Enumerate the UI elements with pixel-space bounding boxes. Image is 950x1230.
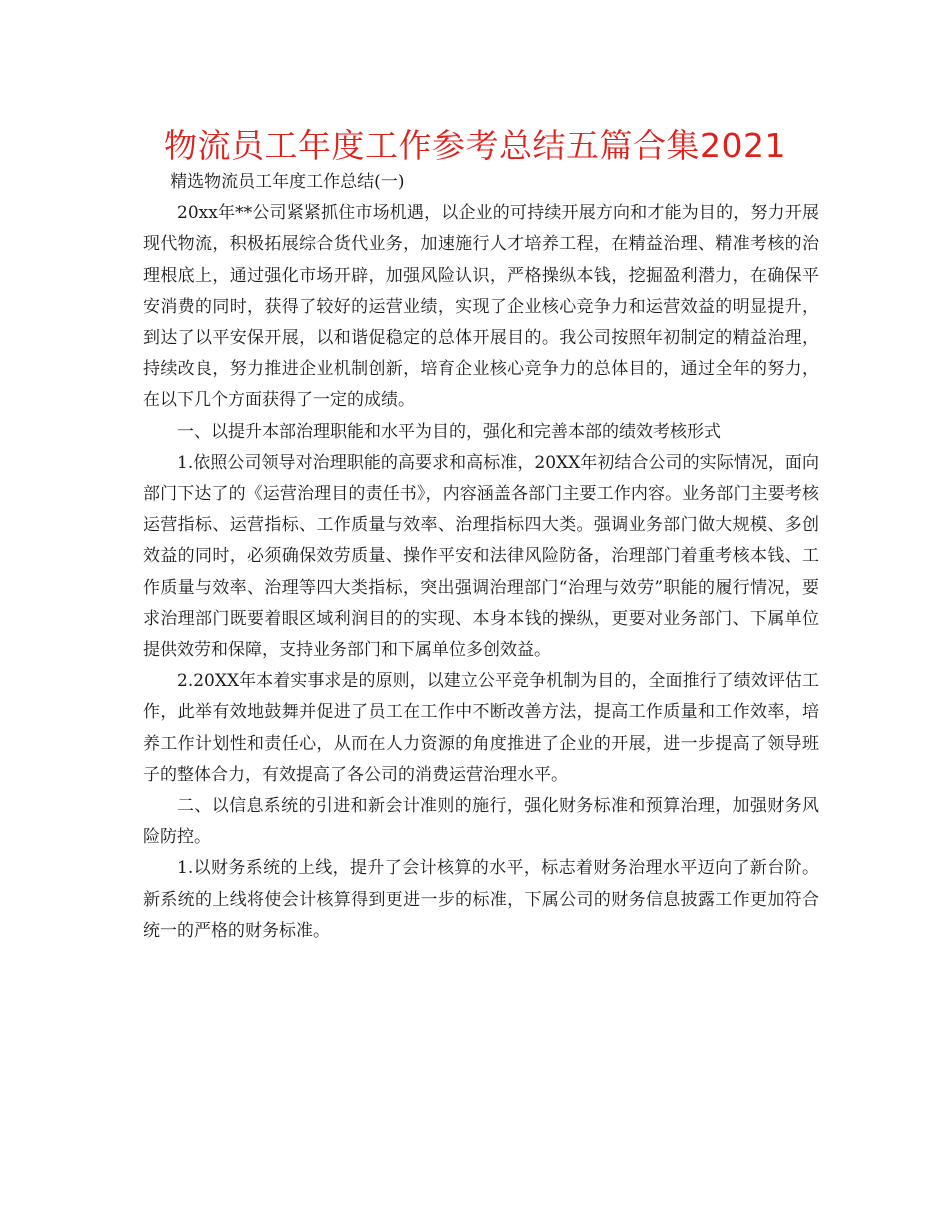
section-heading: 精选物流员工年度工作总结(一) bbox=[170, 172, 405, 192]
document-body bbox=[143, 167, 819, 947]
section-heading-1: 一、以提升本部治理职能和水平为目的，强化和完善本部的绩效考核形式 bbox=[177, 421, 721, 442]
section-heading-2: 二、以信息系统的引进和新会计准则的施行，强化财务标准和预算治理，加强财务风险防控。 bbox=[143, 796, 819, 848]
paragraph-intro: 20xx年**公司紧紧抓住市场机遇，以企业的可持续开展方向和才能为目的，努力开展现代物流，积极拓展综合货代业务，加速施行人才培养工程，在精益治理、精准考核的治理根底上，通过强化市场开辟，加强风险认识，严格操纵本钱，挖掘盈利潜力，在确保平安消费的同时，获得了较好的运营业绩，实现了企业核心竞争力和运营效益的明显提升，到达了以平安保开展，以和谐促稳定的总体开展目的。我公司按照年初制定的精益治理，持续改良，努力推进企业机制创新，培育企业核心竞争力的总体目的，通过全年的努力，在以下几个方面获得了一定的成绩。 bbox=[143, 203, 819, 411]
paragraph-2-1: 1.以财务系统的上线，提升了会计核算的水平，标志着财务治理水平迈向了新台阶。新系统的上线将使会计核算得到更进一步的标准，下属公司的财务信息披露工作更加符合统一的严格的财务标准。 bbox=[143, 858, 819, 941]
paragraph-1-1: 1.依照公司领导对治理职能的高要求和高标准，20XX年初结合公司的实际情况，面向部门下达了的《运营治理目的责任书》，内容涵盖各部门主要工作内容。业务部门主要考核运营指标、运营指标、工作质量与效率、治理指标四大类。强调业务部门做大规模、多创效益的同时，必须确保效劳质量、操作平安和法律风险防备，治理部门着重考核本钱、工作质量与效率、治理等四大类指标，突出强调治理部门“治理与效劳”职能的履行情况，要求治理部门既要着眼区域利润目的的实现、本身本钱的操纵，更要对业务部门、下属单位提供效劳和保障，支持业务部门和下属单位多创效益。 bbox=[143, 452, 819, 661]
document-title: 物流员工年度工作参考总结五篇合集2021 bbox=[164, 126, 786, 165]
paragraph-1-2: 2.20XX年本着实事求是的原则，以建立公平竞争机制为目的，全面推行了绩效评估工作，此举有效地鼓舞并促进了员工在工作中不断改善方法，提高工作质量和工作效率，培养工作计划性和责任心，从而在人力资源的角度推进了企业的开展，进一步提高了领导班子的整体合力，有效提高了各公司的消费运营治理水平。 bbox=[143, 671, 819, 785]
